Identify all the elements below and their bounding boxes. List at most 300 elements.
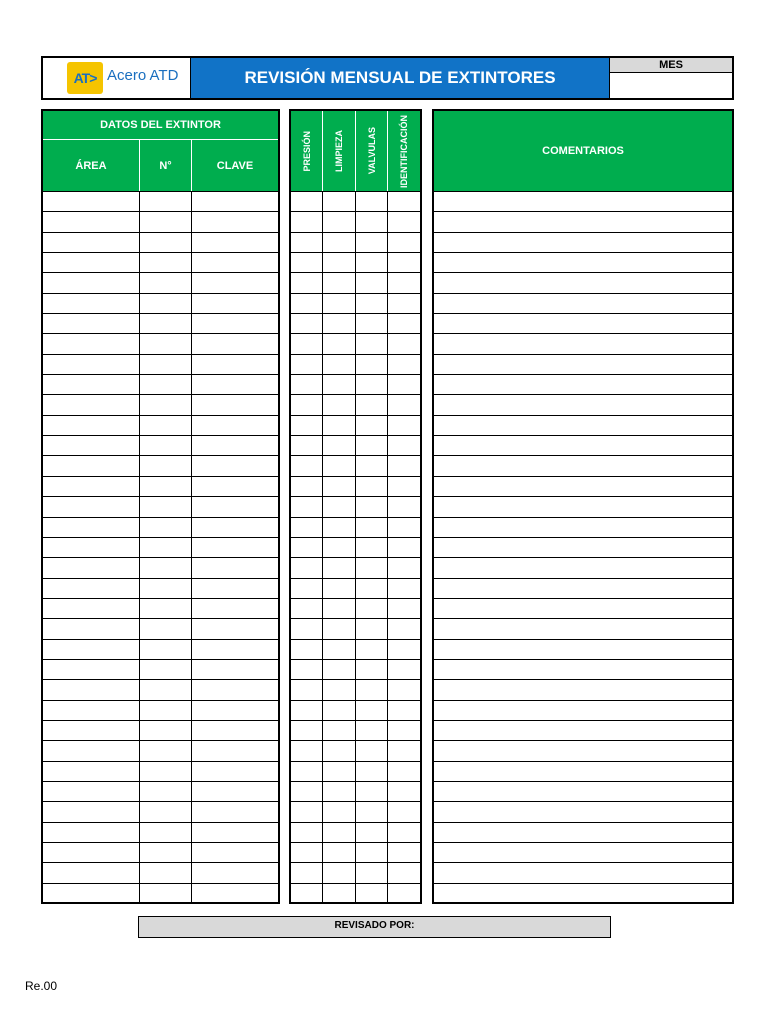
- identificacion-cell[interactable]: [388, 782, 420, 801]
- valvulas-cell[interactable]: [356, 579, 388, 598]
- clave-cell[interactable]: [192, 355, 278, 374]
- presion-cell[interactable]: [291, 212, 323, 231]
- area-cell[interactable]: [43, 599, 140, 618]
- comment-cell[interactable]: [434, 497, 732, 516]
- number-cell[interactable]: [140, 558, 192, 577]
- presion-cell[interactable]: [291, 558, 323, 577]
- number-cell[interactable]: [140, 701, 192, 720]
- identificacion-cell[interactable]: [388, 518, 420, 537]
- area-cell[interactable]: [43, 640, 140, 659]
- comment-cell[interactable]: [434, 701, 732, 720]
- comment-cell[interactable]: [434, 802, 732, 821]
- presion-cell[interactable]: [291, 355, 323, 374]
- clave-cell[interactable]: [192, 395, 278, 414]
- presion-cell[interactable]: [291, 253, 323, 272]
- clave-cell[interactable]: [192, 640, 278, 659]
- presion-cell[interactable]: [291, 233, 323, 252]
- area-cell[interactable]: [43, 416, 140, 435]
- valvulas-cell[interactable]: [356, 233, 388, 252]
- comment-cell[interactable]: [434, 436, 732, 455]
- logo-cell: [43, 58, 191, 98]
- area-cell[interactable]: [43, 843, 140, 862]
- clave-cell[interactable]: [192, 375, 278, 394]
- limpieza-cell[interactable]: [323, 640, 356, 659]
- number-cell[interactable]: [140, 782, 192, 801]
- valvulas-cell[interactable]: [356, 701, 388, 720]
- number-cell[interactable]: [140, 416, 192, 435]
- number-cell[interactable]: [140, 294, 192, 313]
- valvulas-cell[interactable]: [356, 497, 388, 516]
- area-cell[interactable]: [43, 538, 140, 557]
- presion-cell[interactable]: [291, 456, 323, 475]
- identificacion-cell[interactable]: [388, 334, 420, 353]
- presion-cell[interactable]: [291, 680, 323, 699]
- limpieza-cell[interactable]: [323, 721, 356, 740]
- comment-cell[interactable]: [434, 538, 732, 557]
- area-cell[interactable]: [43, 212, 140, 231]
- table-row: [434, 211, 732, 231]
- comment-cell[interactable]: [434, 294, 732, 313]
- number-cell[interactable]: [140, 355, 192, 374]
- clave-cell[interactable]: [192, 558, 278, 577]
- number-cell[interactable]: [140, 599, 192, 618]
- comment-cell[interactable]: [434, 741, 732, 760]
- clave-cell[interactable]: [192, 497, 278, 516]
- valvulas-cell[interactable]: [356, 456, 388, 475]
- comment-cell[interactable]: [434, 660, 732, 679]
- clave-cell[interactable]: [192, 334, 278, 353]
- clave-cell[interactable]: [192, 884, 278, 903]
- presion-cell[interactable]: [291, 497, 323, 516]
- comment-cell[interactable]: [434, 273, 732, 292]
- comments-table: [432, 109, 734, 904]
- presion-cell[interactable]: [291, 294, 323, 313]
- valvulas-cell[interactable]: [356, 802, 388, 821]
- comment-cell[interactable]: [434, 558, 732, 577]
- table-row: [434, 700, 732, 720]
- number-cell[interactable]: [140, 538, 192, 557]
- comment-cell[interactable]: [434, 782, 732, 801]
- comment-cell[interactable]: [434, 416, 732, 435]
- clave-cell[interactable]: [192, 477, 278, 496]
- identificacion-cell[interactable]: [388, 497, 420, 516]
- clave-cell[interactable]: [192, 294, 278, 313]
- clave-cell[interactable]: [192, 619, 278, 638]
- clave-cell[interactable]: [192, 518, 278, 537]
- comment-cell[interactable]: [434, 680, 732, 699]
- comment-cell[interactable]: [434, 314, 732, 333]
- number-cell[interactable]: [140, 334, 192, 353]
- comment-cell[interactable]: [434, 192, 732, 211]
- limpieza-cell[interactable]: [323, 355, 356, 374]
- identificacion-cell[interactable]: [388, 436, 420, 455]
- table-row: [43, 639, 278, 659]
- presion-cell[interactable]: [291, 762, 323, 781]
- area-cell[interactable]: [43, 558, 140, 577]
- valvulas-cell[interactable]: [356, 518, 388, 537]
- limpieza-cell[interactable]: [323, 701, 356, 720]
- valvulas-cell[interactable]: [356, 558, 388, 577]
- valvulas-cell[interactable]: [356, 721, 388, 740]
- limpieza-cell[interactable]: [323, 294, 356, 313]
- number-cell[interactable]: [140, 823, 192, 842]
- limpieza-cell[interactable]: [323, 579, 356, 598]
- clave-cell[interactable]: [192, 843, 278, 862]
- area-cell[interactable]: [43, 701, 140, 720]
- area-cell[interactable]: [43, 334, 140, 353]
- presion-cell[interactable]: [291, 436, 323, 455]
- comment-cell[interactable]: [434, 762, 732, 781]
- valvulas-cell[interactable]: [356, 741, 388, 760]
- presion-cell[interactable]: [291, 579, 323, 598]
- identificacion-cell[interactable]: [388, 416, 420, 435]
- presion-cell[interactable]: [291, 518, 323, 537]
- area-cell[interactable]: [43, 294, 140, 313]
- number-cell[interactable]: [140, 802, 192, 821]
- valvulas-cell[interactable]: [356, 863, 388, 882]
- number-cell[interactable]: [140, 314, 192, 333]
- number-cell[interactable]: [140, 273, 192, 292]
- limpieza-cell[interactable]: [323, 782, 356, 801]
- area-cell[interactable]: [43, 456, 140, 475]
- identificacion-cell[interactable]: [388, 863, 420, 882]
- table-row: [43, 720, 278, 740]
- number-cell[interactable]: [140, 456, 192, 475]
- identificacion-cell[interactable]: [388, 395, 420, 414]
- valvulas-cell[interactable]: [356, 660, 388, 679]
- area-cell[interactable]: [43, 395, 140, 414]
- number-cell[interactable]: [140, 192, 192, 211]
- clave-cell[interactable]: [192, 782, 278, 801]
- number-cell[interactable]: [140, 640, 192, 659]
- limpieza-cell[interactable]: [323, 518, 356, 537]
- limpieza-cell[interactable]: [323, 233, 356, 252]
- limpieza-cell[interactable]: [323, 456, 356, 475]
- clave-cell[interactable]: [192, 660, 278, 679]
- limpieza-cell[interactable]: [323, 741, 356, 760]
- number-cell[interactable]: [140, 395, 192, 414]
- valvulas-cell[interactable]: [356, 416, 388, 435]
- presion-cell[interactable]: [291, 192, 323, 211]
- area-cell[interactable]: [43, 579, 140, 598]
- area-cell[interactable]: [43, 314, 140, 333]
- valvulas-cell[interactable]: [356, 192, 388, 211]
- clave-cell[interactable]: [192, 192, 278, 211]
- identificacion-cell[interactable]: [388, 558, 420, 577]
- presion-cell[interactable]: [291, 741, 323, 760]
- clave-cell[interactable]: [192, 253, 278, 272]
- limpieza-cell[interactable]: [323, 843, 356, 862]
- area-cell[interactable]: [43, 802, 140, 821]
- presion-cell[interactable]: [291, 701, 323, 720]
- limpieza-cell[interactable]: [323, 558, 356, 577]
- valvulas-cell[interactable]: [356, 599, 388, 618]
- comment-cell[interactable]: [434, 212, 732, 231]
- limpieza-cell[interactable]: [323, 884, 356, 903]
- number-cell[interactable]: [140, 518, 192, 537]
- number-cell[interactable]: [140, 721, 192, 740]
- valvulas-cell[interactable]: [356, 782, 388, 801]
- limpieza-cell[interactable]: [323, 212, 356, 231]
- presion-cell[interactable]: [291, 599, 323, 618]
- presion-cell[interactable]: [291, 334, 323, 353]
- clave-cell[interactable]: [192, 436, 278, 455]
- area-cell[interactable]: [43, 436, 140, 455]
- valvulas-cell[interactable]: [356, 823, 388, 842]
- column-header-presion: PRESIÓN: [291, 111, 323, 191]
- limpieza-cell[interactable]: [323, 375, 356, 394]
- limpieza-cell[interactable]: [323, 660, 356, 679]
- presion-cell[interactable]: [291, 863, 323, 882]
- number-cell[interactable]: [140, 497, 192, 516]
- limpieza-cell[interactable]: [323, 762, 356, 781]
- number-cell[interactable]: [140, 375, 192, 394]
- limpieza-cell[interactable]: [323, 863, 356, 882]
- presion-cell[interactable]: [291, 375, 323, 394]
- limpieza-cell[interactable]: [323, 619, 356, 638]
- clave-cell[interactable]: [192, 579, 278, 598]
- clave-cell[interactable]: [192, 538, 278, 557]
- number-cell[interactable]: [140, 579, 192, 598]
- valvulas-cell[interactable]: [356, 212, 388, 231]
- identificacion-cell[interactable]: [388, 843, 420, 862]
- valvulas-cell[interactable]: [356, 395, 388, 414]
- area-cell[interactable]: [43, 762, 140, 781]
- clave-cell[interactable]: [192, 599, 278, 618]
- area-cell[interactable]: [43, 253, 140, 272]
- presion-cell[interactable]: [291, 273, 323, 292]
- valvulas-cell[interactable]: [356, 538, 388, 557]
- area-cell[interactable]: [43, 782, 140, 801]
- area-cell[interactable]: [43, 721, 140, 740]
- limpieza-cell[interactable]: [323, 314, 356, 333]
- identificacion-cell[interactable]: [388, 741, 420, 760]
- area-cell[interactable]: [43, 823, 140, 842]
- valvulas-cell[interactable]: [356, 843, 388, 862]
- identificacion-cell[interactable]: [388, 599, 420, 618]
- limpieza-cell[interactable]: [323, 538, 356, 557]
- presion-cell[interactable]: [291, 782, 323, 801]
- comment-cell[interactable]: [434, 619, 732, 638]
- valvulas-cell[interactable]: [356, 314, 388, 333]
- comment-cell[interactable]: [434, 721, 732, 740]
- identificacion-cell[interactable]: [388, 314, 420, 333]
- presion-cell[interactable]: [291, 721, 323, 740]
- clave-cell[interactable]: [192, 741, 278, 760]
- area-cell[interactable]: [43, 884, 140, 903]
- number-cell[interactable]: [140, 680, 192, 699]
- valvulas-cell[interactable]: [356, 355, 388, 374]
- clave-cell[interactable]: [192, 863, 278, 882]
- identificacion-cell[interactable]: [388, 619, 420, 638]
- identificacion-cell[interactable]: [388, 762, 420, 781]
- month-field[interactable]: [610, 73, 732, 98]
- area-cell[interactable]: [43, 273, 140, 292]
- presion-cell[interactable]: [291, 395, 323, 414]
- comment-cell[interactable]: [434, 334, 732, 353]
- valvulas-cell[interactable]: [356, 477, 388, 496]
- identificacion-cell[interactable]: [388, 680, 420, 699]
- number-cell[interactable]: [140, 477, 192, 496]
- identificacion-cell[interactable]: [388, 233, 420, 252]
- identificacion-cell[interactable]: [388, 721, 420, 740]
- clave-cell[interactable]: [192, 314, 278, 333]
- comment-cell[interactable]: [434, 863, 732, 882]
- comment-cell[interactable]: [434, 823, 732, 842]
- identificacion-cell[interactable]: [388, 660, 420, 679]
- area-cell[interactable]: [43, 233, 140, 252]
- comment-cell[interactable]: [434, 884, 732, 903]
- number-cell[interactable]: [140, 253, 192, 272]
- valvulas-cell[interactable]: [356, 294, 388, 313]
- area-cell[interactable]: [43, 355, 140, 374]
- comment-cell[interactable]: [434, 375, 732, 394]
- area-cell[interactable]: [43, 192, 140, 211]
- number-cell[interactable]: [140, 212, 192, 231]
- limpieza-cell[interactable]: [323, 253, 356, 272]
- area-cell[interactable]: [43, 518, 140, 537]
- comment-cell[interactable]: [434, 395, 732, 414]
- reviewed-by-field[interactable]: REVISADO POR:: [138, 916, 611, 938]
- clave-cell[interactable]: [192, 273, 278, 292]
- clave-cell[interactable]: [192, 680, 278, 699]
- identificacion-cell[interactable]: [388, 477, 420, 496]
- clave-cell[interactable]: [192, 802, 278, 821]
- area-cell[interactable]: [43, 375, 140, 394]
- area-cell[interactable]: [43, 680, 140, 699]
- form-header: [41, 56, 734, 100]
- limpieza-cell[interactable]: [323, 802, 356, 821]
- number-cell[interactable]: [140, 660, 192, 679]
- identificacion-cell[interactable]: [388, 456, 420, 475]
- limpieza-cell[interactable]: [323, 395, 356, 414]
- valvulas-cell[interactable]: [356, 619, 388, 638]
- limpieza-cell[interactable]: [323, 334, 356, 353]
- valvulas-cell[interactable]: [356, 640, 388, 659]
- identificacion-cell[interactable]: [388, 253, 420, 272]
- clave-cell[interactable]: [192, 823, 278, 842]
- clave-cell[interactable]: [192, 233, 278, 252]
- identificacion-cell[interactable]: [388, 192, 420, 211]
- table-row: [291, 618, 420, 638]
- number-cell[interactable]: [140, 762, 192, 781]
- clave-cell[interactable]: [192, 701, 278, 720]
- clave-cell[interactable]: [192, 456, 278, 475]
- table-row: [291, 394, 420, 414]
- table-row: [291, 598, 420, 618]
- valvulas-cell[interactable]: [356, 436, 388, 455]
- limpieza-cell[interactable]: [323, 436, 356, 455]
- comment-cell[interactable]: [434, 456, 732, 475]
- number-cell[interactable]: [140, 863, 192, 882]
- presion-cell[interactable]: [291, 802, 323, 821]
- presion-cell[interactable]: [291, 660, 323, 679]
- table-row: [434, 293, 732, 313]
- clave-cell[interactable]: [192, 721, 278, 740]
- limpieza-cell[interactable]: [323, 680, 356, 699]
- limpieza-cell[interactable]: [323, 599, 356, 618]
- valvulas-cell[interactable]: [356, 884, 388, 903]
- valvulas-cell[interactable]: [356, 273, 388, 292]
- valvulas-cell[interactable]: [356, 334, 388, 353]
- limpieza-cell[interactable]: [323, 823, 356, 842]
- area-cell[interactable]: [43, 619, 140, 638]
- table-row: [291, 781, 420, 801]
- identificacion-cell[interactable]: [388, 701, 420, 720]
- valvulas-cell[interactable]: [356, 375, 388, 394]
- number-cell[interactable]: [140, 436, 192, 455]
- limpieza-cell[interactable]: [323, 497, 356, 516]
- identificacion-cell[interactable]: [388, 294, 420, 313]
- presion-cell[interactable]: [291, 823, 323, 842]
- area-cell[interactable]: [43, 660, 140, 679]
- number-cell[interactable]: [140, 741, 192, 760]
- identificacion-cell[interactable]: [388, 355, 420, 374]
- identificacion-cell[interactable]: [388, 212, 420, 231]
- clave-cell[interactable]: [192, 416, 278, 435]
- identificacion-cell[interactable]: [388, 823, 420, 842]
- comment-cell[interactable]: [434, 843, 732, 862]
- number-cell[interactable]: [140, 843, 192, 862]
- identificacion-cell[interactable]: [388, 802, 420, 821]
- presion-cell[interactable]: [291, 416, 323, 435]
- comment-cell[interactable]: [434, 477, 732, 496]
- identificacion-cell[interactable]: [388, 579, 420, 598]
- area-cell[interactable]: [43, 863, 140, 882]
- comment-cell[interactable]: [434, 355, 732, 374]
- table-row: [43, 740, 278, 760]
- limpieza-cell[interactable]: [323, 192, 356, 211]
- number-cell[interactable]: [140, 884, 192, 903]
- valvulas-cell[interactable]: [356, 680, 388, 699]
- clave-cell[interactable]: [192, 762, 278, 781]
- presion-cell[interactable]: [291, 884, 323, 903]
- comment-cell[interactable]: [434, 253, 732, 272]
- comment-cell[interactable]: [434, 599, 732, 618]
- presion-cell[interactable]: [291, 619, 323, 638]
- identificacion-cell[interactable]: [388, 884, 420, 903]
- inspection-checks-table: [289, 109, 422, 904]
- table-row: [434, 252, 732, 272]
- comment-cell[interactable]: [434, 233, 732, 252]
- limpieza-cell[interactable]: [323, 273, 356, 292]
- number-cell[interactable]: [140, 233, 192, 252]
- clave-cell[interactable]: [192, 212, 278, 231]
- area-cell[interactable]: [43, 477, 140, 496]
- identificacion-cell[interactable]: [388, 538, 420, 557]
- area-cell[interactable]: [43, 741, 140, 760]
- presion-cell[interactable]: [291, 477, 323, 496]
- identificacion-cell[interactable]: [388, 273, 420, 292]
- table-row: [43, 354, 278, 374]
- presion-cell[interactable]: [291, 538, 323, 557]
- presion-cell[interactable]: [291, 843, 323, 862]
- area-cell[interactable]: [43, 497, 140, 516]
- identificacion-cell[interactable]: [388, 375, 420, 394]
- presion-cell[interactable]: [291, 640, 323, 659]
- comment-cell[interactable]: [434, 518, 732, 537]
- comment-cell[interactable]: [434, 640, 732, 659]
- column-header-number: N°: [140, 140, 192, 191]
- number-cell[interactable]: [140, 619, 192, 638]
- valvulas-cell[interactable]: [356, 253, 388, 272]
- valvulas-cell[interactable]: [356, 762, 388, 781]
- identificacion-cell[interactable]: [388, 640, 420, 659]
- limpieza-cell[interactable]: [323, 416, 356, 435]
- presion-cell[interactable]: [291, 314, 323, 333]
- limpieza-cell[interactable]: [323, 477, 356, 496]
- comment-cell[interactable]: [434, 579, 732, 598]
